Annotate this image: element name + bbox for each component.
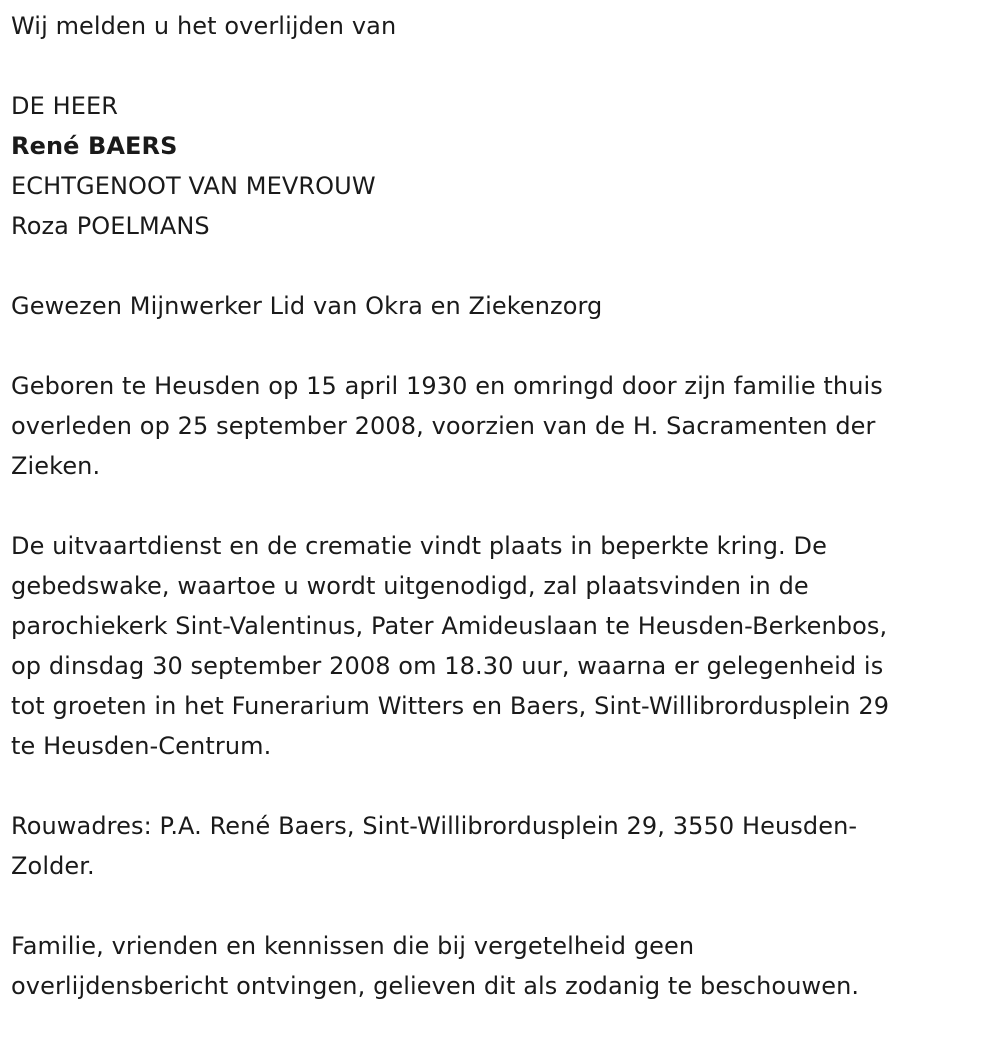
spouse-label: ECHTGENOOT VAN MEVROUW (11, 172, 376, 200)
address-line: Rouwadres: P.A. René Baers, Sint-Willibrordusplein 29, 3550 Heusden- (11, 812, 858, 840)
spacer (11, 486, 996, 526)
spacer (11, 46, 996, 86)
closing-line: Familie, vrienden en kennissen die bij vergetelheid geen (11, 932, 695, 960)
birth-death-line: Geboren te Heusden op 15 april 1930 en omringd door zijn familie thuis (11, 372, 883, 400)
death-notice (11, 6, 996, 1006)
ceremony-line: gebedswake, waartoe u wordt uitgenodigd, zal plaatsvinden in de (11, 572, 809, 600)
closing-line: overlijdensbericht ontvingen, gelieven dit als zodanig te beschouwen. (11, 972, 860, 1000)
title-prefix: DE HEER (11, 92, 119, 120)
ceremony-paragraph (11, 526, 996, 766)
spacer (11, 246, 996, 286)
spacer (11, 766, 996, 806)
intro-text: Wij melden u het overlijden van (11, 12, 397, 40)
ceremony-line: tot groeten in het Funerarium Witters en Baers, Sint-Willibrordusplein 29 (11, 692, 890, 720)
address-paragraph (11, 806, 996, 886)
birth-death-line: overleden op 25 september 2008, voorzien van de H. Sacramenten der (11, 412, 876, 440)
birth-death-paragraph (11, 366, 996, 486)
birth-death-line: Zieken. (11, 452, 101, 480)
deceased-name: René BAERS (11, 132, 178, 160)
ceremony-line: De uitvaartdienst en de crematie vindt plaats in beperkte kring. De (11, 532, 827, 560)
closing-paragraph (11, 926, 996, 1006)
ceremony-line: op dinsdag 30 september 2008 om 18.30 uur, waarna er gelegenheid is (11, 652, 884, 680)
occupation-text: Gewezen Mijnwerker Lid van Okra en Ziekenzorg (11, 292, 603, 320)
spacer (11, 326, 996, 366)
ceremony-line: parochiekerk Sint-Valentinus, Pater Amideuslaan te Heusden-Berkenbos, (11, 612, 888, 640)
spouse-name: Roza POELMANS (11, 212, 210, 240)
spacer (11, 886, 996, 926)
address-line: Zolder. (11, 852, 95, 880)
ceremony-line: te Heusden-Centrum. (11, 732, 272, 760)
